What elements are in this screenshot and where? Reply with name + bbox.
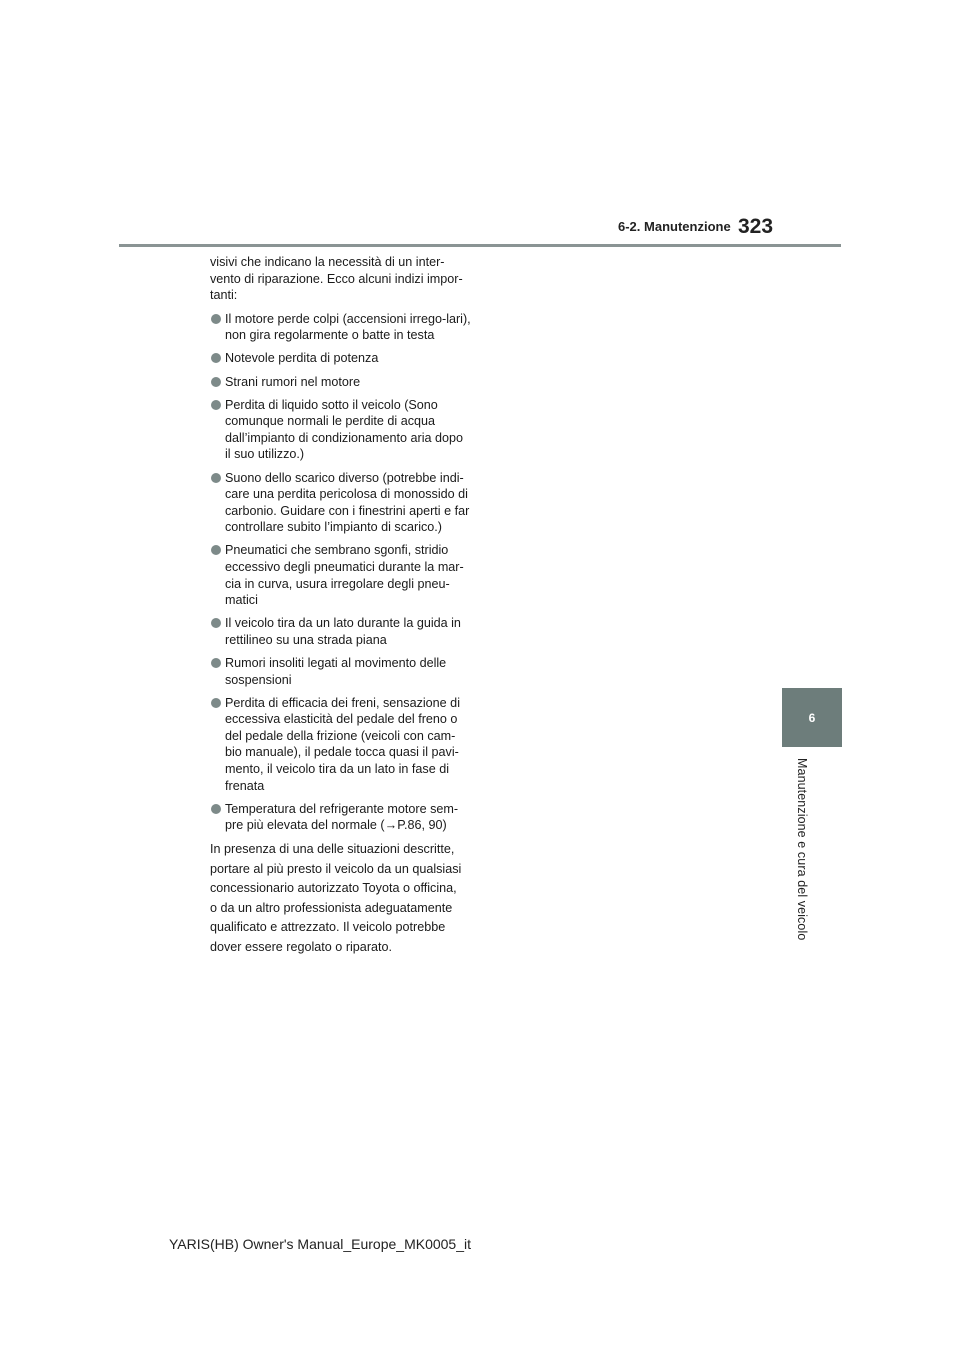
list-item-text: Il motore perde colpi (accensioni irrego-lari), non gira regolarmente o batte in testa (225, 311, 471, 343)
main-content (210, 254, 472, 957)
list-item (210, 801, 472, 834)
list-item (210, 615, 472, 648)
list-item-text: Rumori insoliti legati al movimento delle sospensioni (225, 655, 447, 687)
closing-paragraph (210, 840, 472, 957)
list-item (210, 542, 472, 608)
list-item (210, 470, 472, 536)
closing-line: concessionario autorizzato Toyota o officina, (210, 881, 457, 896)
list-item-text: Strani rumori nel motore (225, 374, 361, 389)
list-item-text: Il veicolo tira da un lato durante la guida in rettilineo su una strada piana (225, 616, 461, 647)
closing-line: o da un altro professionista adeguatamente (210, 900, 453, 915)
closing-line: dover essere regolato o riparato. (210, 939, 393, 954)
chapter-title: Manutenzione e cura del veicolo (795, 758, 809, 941)
list-item-text: Suono dello scarico diverso (potrebbe indi-care una perdita pericolosa di monossido di carbonio. Guidare con i finestrini aperti e far controllare subito l’impianto di scarico.) (225, 470, 470, 535)
list-item (210, 655, 472, 688)
list-item (210, 397, 472, 463)
list-item (210, 311, 472, 344)
list-item-text: Temperatura del refrigerante motore sem-pre più elevata del normale (→P.86, 90) (225, 801, 459, 833)
bullet-icon (211, 400, 221, 410)
closing-line: In presenza di una delle situazioni descritte, (210, 842, 455, 857)
chapter-tab (782, 688, 842, 747)
bullet-icon (211, 545, 221, 555)
symptom-list (210, 311, 472, 834)
list-item-text: Perdita di efficacia dei freni, sensazione di eccessiva elasticità del pedale del freno o del pedale della frizione (veicoli con cam-bio manuale), il pedale tocca quasi il pavi-mento, il veicolo tira da un lato in fase di frenata (225, 695, 460, 793)
list-item-text: Notevole perdita di potenza (225, 351, 379, 366)
section-title: 6-2. Manutenzione (618, 219, 731, 234)
list-item-text: Perdita di liquido sotto il veicolo (Sono comunque normali le perdite di acqua dall’impianto di condizionamento aria dopo il suo utilizzo.) (225, 397, 464, 462)
closing-line: qualificato e attrezzato. Il veicolo potrebbe (210, 920, 446, 935)
bullet-icon (211, 618, 221, 628)
bullet-icon (211, 377, 221, 387)
footer-manual-id: YARIS(HB) Owner's Manual_Europe_MK0005_it (169, 1236, 471, 1252)
bullet-icon (211, 804, 221, 814)
bullet-icon (211, 314, 221, 324)
bullet-icon (211, 353, 221, 363)
intro-paragraph: visivi che indicano la necessità di un inter-vento di riparazione. Ecco alcuni indizi impor-tanti: (210, 255, 463, 303)
list-item (210, 350, 472, 367)
list-item (210, 374, 472, 391)
list-item-text: Pneumatici che sembrano sgonfi, stridio eccessivo degli pneumatici durante la mar-cia in curva, usura irregolare degli pneu-matici (225, 543, 464, 608)
chapter-number: 6 (808, 710, 816, 725)
bullet-icon (211, 698, 221, 708)
closing-line: portare al più presto il veicolo da un qualsiasi (210, 861, 462, 876)
page-number: 323 (738, 215, 774, 238)
bullet-icon (211, 658, 221, 668)
header-rule (119, 244, 841, 247)
list-item (210, 695, 472, 795)
bullet-icon (211, 473, 221, 483)
